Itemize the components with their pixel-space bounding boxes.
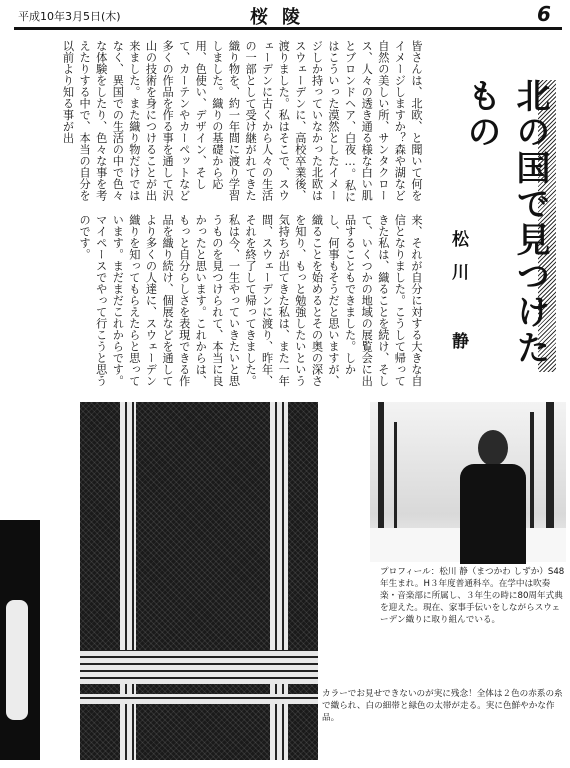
header-rule [14, 27, 562, 30]
article-title: 北の国で見つけたもの [461, 78, 550, 366]
author-profile: プロフィール：松川 静（まつかわ しずか）S48年生まれ。H３年度普通科卒。在学中は吹奏楽・音楽部に所属し、３年生の時に80周年式典を迎えた。現在、家事手伝いをしながらスウェーデン織りに取り組んでいる。 [380, 567, 565, 625]
header-date: 平成10年3月5日(木) [18, 10, 121, 23]
page-number: 6 [537, 2, 551, 26]
partial-photo-left [0, 520, 40, 760]
newsletter-title: 桜陵 [250, 7, 314, 28]
article-body-upper: 皆さんは、北欧、と聞いて何をイメージしますか？森や湖など自然の美しい所、サンタクロース、人々の透き通る様な白い肌とブロンドヘア、白夜…。私にはこういった漠然としたイメージしか持っていなかった北欧はスウェーデンに、高校卒業後、渡りました。私はそこで、スウェーデンに古くから人々の生活の一部として受け継がれてきた織り物を、約一年間に渡り学習しました。織りの基礎から応用、色使い、デザイン、そして、カーテンやカーペットなど多くの作品を作る事を通して沢山の技術を身につけることが出来ました。また織り物だけではなく、異国での生活の中で色々な体験をしたり、色々な事を考えたりする中で、本当の自分を以前より知る事が出 [61, 40, 423, 203]
article-body-lower: 来、それが自分に対する大きな自信となりました。こうして帰ってきた私は、織ることを続け、そして、いくつかの地域の展覧会に出品することもできました。しかし、何事もそうだと思いますが、織ることを始めるとその奥の深さを知り、もっと勉強したいという気持ちが出てきた私は、また一年間、スウェーデンに渡り、昨年、それを終了して帰ってきました。私は今、一生やっていきたいと思うものを見つけられて、本当に良かったと思います。これからは、もっと自分らしさを表現できる作品を織り続け、個展などを通してより多くの人達に、スウェーデン織りを知ってもらえたらと思っています。まだまだこれからです。マイペースでやって行こうと思うのです。 [78, 214, 423, 387]
photo-caption: カラーでお見せできないのが実に残念！全体は２色の赤系の糸で織られ、白の細帯と緑色の太帯が走る。実に色鮮やかな作品。 [322, 689, 563, 723]
author-portrait-photo [370, 402, 566, 562]
article-author: 松川 静 [448, 230, 468, 365]
textile-photo [80, 402, 318, 760]
